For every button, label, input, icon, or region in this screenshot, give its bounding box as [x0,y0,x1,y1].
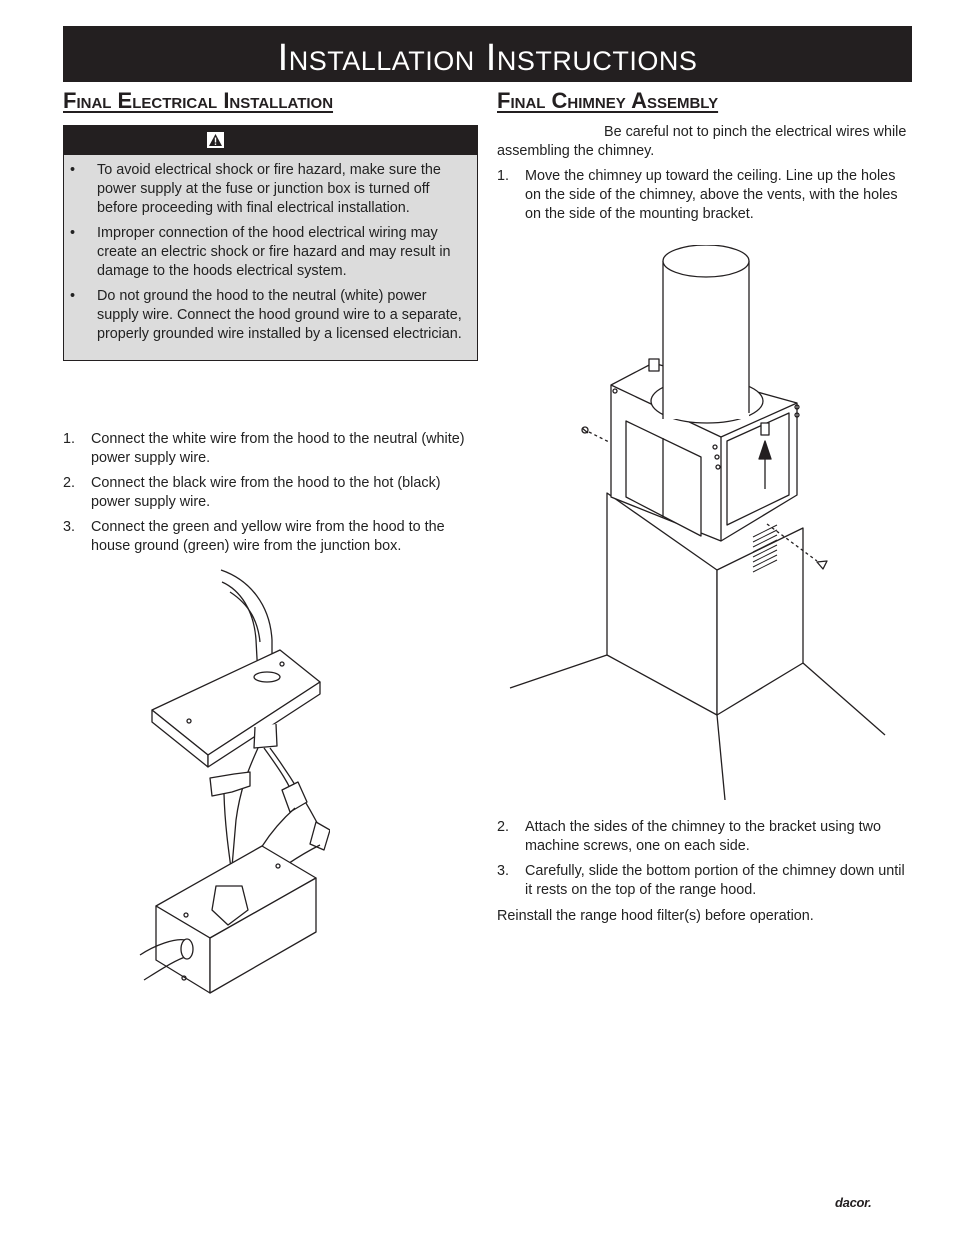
electrical-section-title: Final Electrical Installation [63,88,334,113]
list-item [497,818,912,856]
chimney-assembly-illustration [505,245,900,805]
warning-item: • Do not ground the hood to the neutral (white) power supply wire. Connect the hood ground wire to a separate, properly grounded wire installed by a licensed electrician. [64,287,471,344]
step-text: Connect the black wire from the hood to the hot (black) power supply wire. [91,475,441,510]
warning-icon [207,132,224,148]
step-text: Move the chimney up toward the ceiling. Line up the holes on the side of the chimney, above the vents, with the holes on the side of the mounting bracket. [525,168,898,222]
step-text: Carefully, slide the bottom portion of the chimney down until it rests on the top of the range hood. [525,863,905,898]
warning-list [64,155,477,344]
step-text: Attach the sides of the chimney to the bracket using two machine screws, one on each side. [525,819,881,854]
step-number: 1. [63,431,76,447]
chimney-steps-a [497,167,912,230]
step-number: 3. [497,863,510,879]
page-title-banner [63,26,912,82]
step-number: 1. [497,168,510,184]
step-number: 2. [497,819,510,835]
warning-item: • To avoid electrical shock or fire hazard, make sure the power supply at the fuse or junction box is turned off before proceeding with final electrical installation. [64,161,471,218]
warning-box [63,125,478,361]
step-text: Connect the white wire from the hood to the neutral (white) power supply wire. [91,431,465,466]
warning-item: • Improper connection of the hood electrical wiring may create an electric shock or fire hazard and may result in damage to the hoods electrical system. [64,224,471,281]
page-title: Installation Instructions [277,37,698,79]
wiring-diagram-illustration [130,560,330,1000]
step-text: Connect the green and yellow wire from the hood to the house ground (green) wire from the junction box. [91,519,445,554]
electrical-steps [63,430,478,562]
warning-header [64,126,477,155]
list-item [63,430,478,468]
chimney-steps-b [497,818,912,906]
step-number: 2. [63,475,76,491]
list-item [63,518,478,556]
list-item [63,474,478,512]
chimney-section-title: Final Chimney Assembly [497,88,719,113]
step-number: 3. [63,519,76,535]
brand-logo: dacor. [835,1195,872,1210]
list-item [497,167,912,224]
list-item [497,862,912,900]
closing-note: Reinstall the range hood filter(s) before operation. [497,908,814,924]
chimney-caution: Be careful not to pinch the electrical wires while assembling the chimney. [497,124,907,159]
